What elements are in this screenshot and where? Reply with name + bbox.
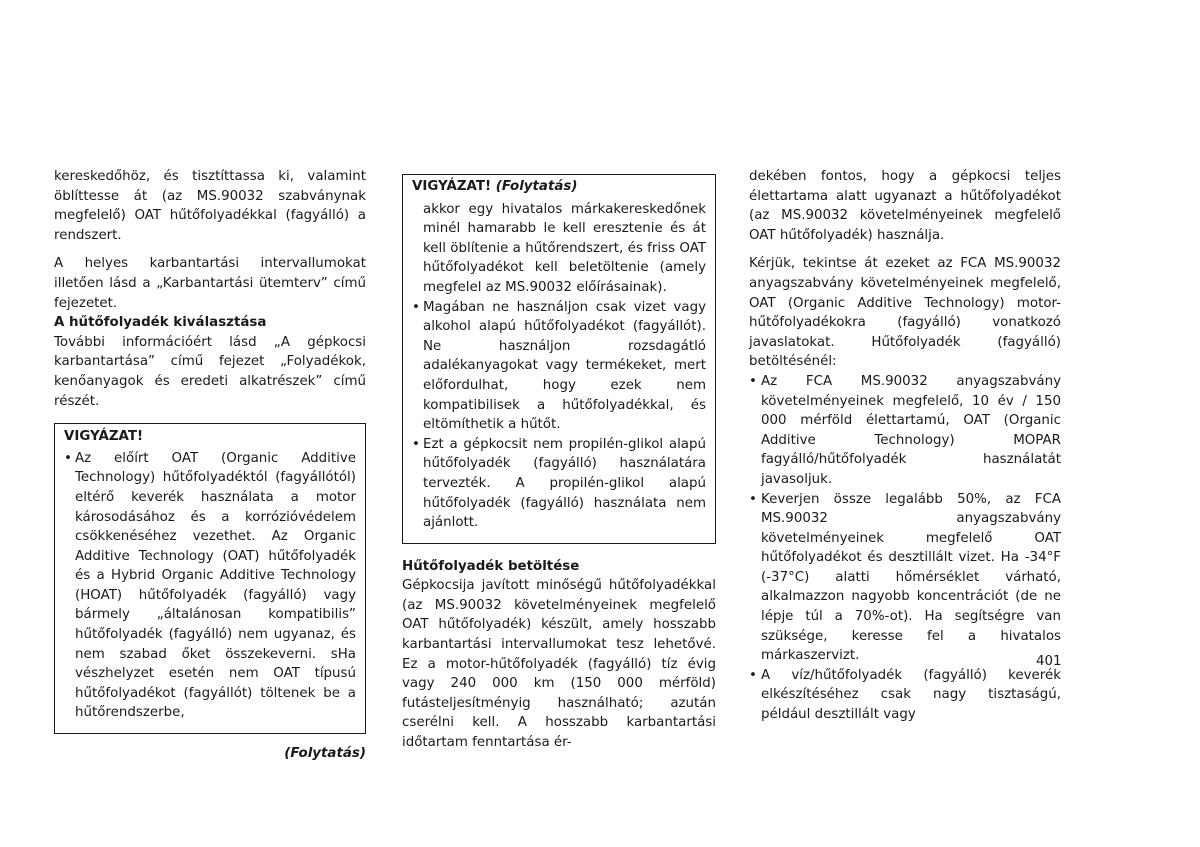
- list-item: • Keverjen össze legalább 50%, az FCA MS.90032 anyagszabvány követelményeinek megfelelő OAT hűtőfolyadékot és desztillált vizet. Ha -34°F (-37°C) alatti hőmérséklet várható, alkalmazzon nagyobb koncentrációt (de ne lépje túl a 70%-ot). Ha segítségre van szüksége, keresse fel a hivatalos márkaszervizt.: [749, 490, 1061, 666]
- paragraph: Kérjük, tekintse át ezeket az FCA MS.90032 anyagszabvány követelményeinek megfelelő, OAT (Organic Additive Technology) motor-hűtőfolyadékokra (fagyálló) vonatkozó javaslatokat. Hűtőfolyadék (fagyálló) betöltésénél:: [749, 256, 1061, 370]
- warning-bullet: • Magában ne használjon csak vizet vagy alkohol alapú hűtőfolyadékot (fagyállót). Ne használjon rozsdagátló adalékanyagokat vagy termékeket, mert előfordulhat, hogy ezek nem kompatibilisek a hűtőfolyadékkal, és eltömíthetik a hűtőt.: [412, 298, 706, 435]
- warning-box: [54, 423, 366, 734]
- paragraph: dekében fontos, hogy a gépkocsi teljes élettartama alatt ugyanazt a hűtőfolyadékot (az MS.90032 követelményeinek megfelelő OAT hűtőfolyadék) használja.: [749, 169, 1061, 243]
- middle-column: [402, 174, 716, 753]
- paragraph: További információért lásd „A gépkocsi karbantartása” című fejezet „Folyadékok, kenőanyagok és eredeti alkatrészek” című részét.: [54, 334, 366, 409]
- warning-bullet: • Az előírt OAT (Organic Additive Technology) hűtőfolyadéktól (fagyállótól) eltérő keverék használata a motor károsodásához és a korrózióvédelem csökkenéséhez vezethet. Az Organic Additive Technology (OAT) hűtőfolyadék és a Hybrid Organic Additive Technology (HOAT) hűtőfolyadék (fagyálló) vagy bármely „általánosan kompatibilis” hűtőfolyadék (fagyálló) nem ugyanaz, és nem szabad őket összekeverni. sHa vészhelyzet esetén nem OAT típusú hűtőfolyadékot (fagyállót) töltenek be a hűtőrendszerbe,: [64, 449, 356, 723]
- list-item: • A víz/hűtőfolyadék (fagyálló) keverék elkészítéséhez csak nagy tisztaságú, például desztillált vagy: [749, 666, 1061, 725]
- warning-continued-text: akkor egy hivatalos márkakereskedőnek minél hamarabb le kell eresztenie és át kell öblítenie a hűtőrendszert, és friss OAT hűtőfolyadékot kell beletöltenie (amely megfelel az MS.90032 előírásainak).: [423, 201, 706, 295]
- list-item: • Az FCA MS.90032 anyagszabvány követelményeinek megfelelő, 10 év / 150 000 mérföld élettartamú, OAT (Organic Additive Technology) MOPAR fagyálló/hűtőfolyadék használatát javasoljuk.: [749, 372, 1061, 490]
- warning-title: VIGYÁZAT!: [64, 429, 144, 445]
- warning-title: VIGYÁZAT! (Folytatás): [412, 179, 578, 194]
- page-number: 401: [1036, 654, 1062, 669]
- paragraph: Gépkocsija javított minőségű hűtőfolyadékkal (az MS.90032 követelményeinek megfelelő OAT hűtőfolyadék) készült, amely hosszabb karbantartási intervallumokat tesz lehetővé. Ez a motor-hűtőfolyadék (fagyálló) tíz évig vagy 240 000 km (150 000 mérföld) futásteljesítményig használható; azután cserélni kell. A hosszabb karbantartási időtartam fenntartása ér-: [402, 578, 716, 751]
- left-column: [54, 167, 366, 764]
- section-heading: Hűtőfolyadék betöltése: [402, 558, 580, 574]
- paragraph: kereskedőhöz, és tisztíttassa ki, valamint öblíttesse át (az MS.90032 szabványnak megfelelő) OAT hűtőfolyadékkal (fagyálló) a rendszert.: [54, 169, 366, 243]
- warning-bullet: • Ezt a gépkocsit nem propilén-glikol alapú hűtőfolyadék (fagyálló) használatára tervezték. A propilén-glikol alapú hűtőfolyadék (fagyálló) használata nem ajánlott.: [412, 435, 706, 533]
- warning-box-continued: [402, 174, 716, 544]
- continued-label: (Folytatás): [284, 746, 366, 762]
- warning-title-continued: (Folytatás): [495, 179, 578, 194]
- right-column: [749, 167, 1061, 725]
- paragraph: A helyes karbantartási intervallumokat illetően lásd a „Karbantartási ütemterv” című fejezetet.: [54, 256, 366, 311]
- section-heading: A hűtőfolyadék kiválasztása: [54, 315, 267, 331]
